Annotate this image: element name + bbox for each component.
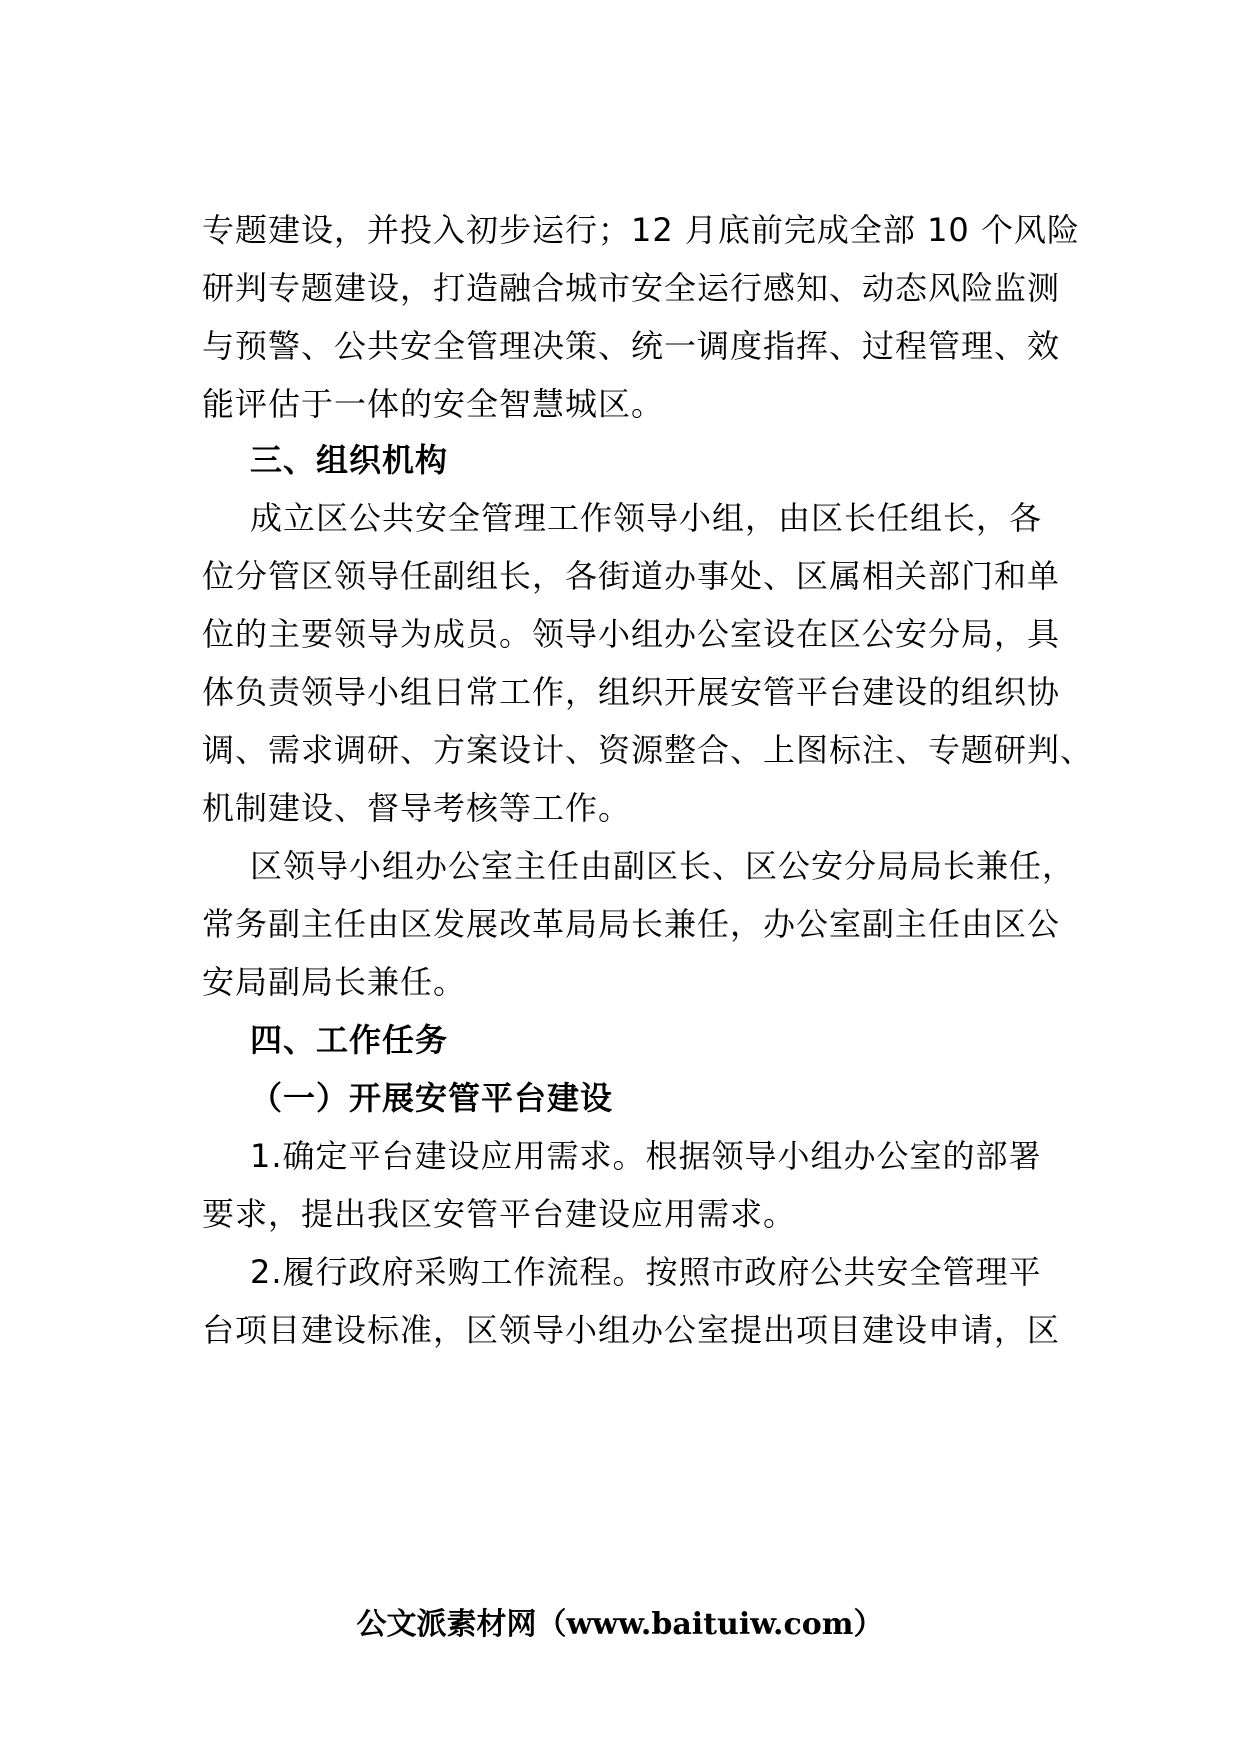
body-text-line: 专题建设，并投入初步运行；12 月底前完成全部 10 个风险 <box>202 211 1080 249</box>
footer-watermark: 公文派素材网（www.baituiw.com） <box>356 1607 884 1642</box>
body-text-line: 常务副主任由区发展改革局局长兼任，办公室副主任由区公 <box>202 905 1061 943</box>
section-heading: 四、工作任务 <box>250 1021 449 1059</box>
body-text-line: 研判专题建设，打造融合城市安全运行感知、动态风险监测 <box>202 269 1061 307</box>
body-text-line: 位分管区领导任副组长，各街道办事处、区属相关部门和单 <box>202 557 1061 595</box>
paragraph-first-line: 1.确定平台建设应用需求。根据领导小组办公室的部署 <box>250 1137 1042 1175</box>
body-text-line: 要求，提出我区安管平台建设应用需求。 <box>202 1195 797 1233</box>
subsection-heading: （一）开展安管平台建设 <box>250 1079 614 1117</box>
paragraph-first-line: 2.履行政府采购工作流程。按照市政府公共安全管理平 <box>250 1253 1042 1291</box>
body-text-line: 安局副局长兼任。 <box>202 963 467 1001</box>
body-text-line: 与预警、公共安全管理决策、统一调度指挥、过程管理、效 <box>202 327 1061 365</box>
paragraph-first-line: 成立区公共安全管理工作领导小组，由区长任组长，各 <box>250 499 1043 537</box>
body-text-line: 能评估于一体的安全智慧城区。 <box>202 385 665 423</box>
body-text-line: 台项目建设标准，区领导小组办公室提出项目建设申请，区 <box>202 1311 1061 1349</box>
body-text-line: 调、需求调研、方案设计、资源整合、上图标注、专题研判、 <box>202 731 1094 769</box>
body-text-line: 位的主要领导为成员。领导小组办公室设在区公安分局，具 <box>202 615 1061 653</box>
section-heading: 三、组织机构 <box>250 441 449 479</box>
paragraph-first-line: 区领导小组办公室主任由副区长、区公安分局局长兼任， <box>250 847 1076 885</box>
body-text-line: 体负责领导小组日常工作，组织开展安管平台建设的组织协 <box>202 673 1061 711</box>
body-text-line: 机制建设、督导考核等工作。 <box>202 789 632 827</box>
